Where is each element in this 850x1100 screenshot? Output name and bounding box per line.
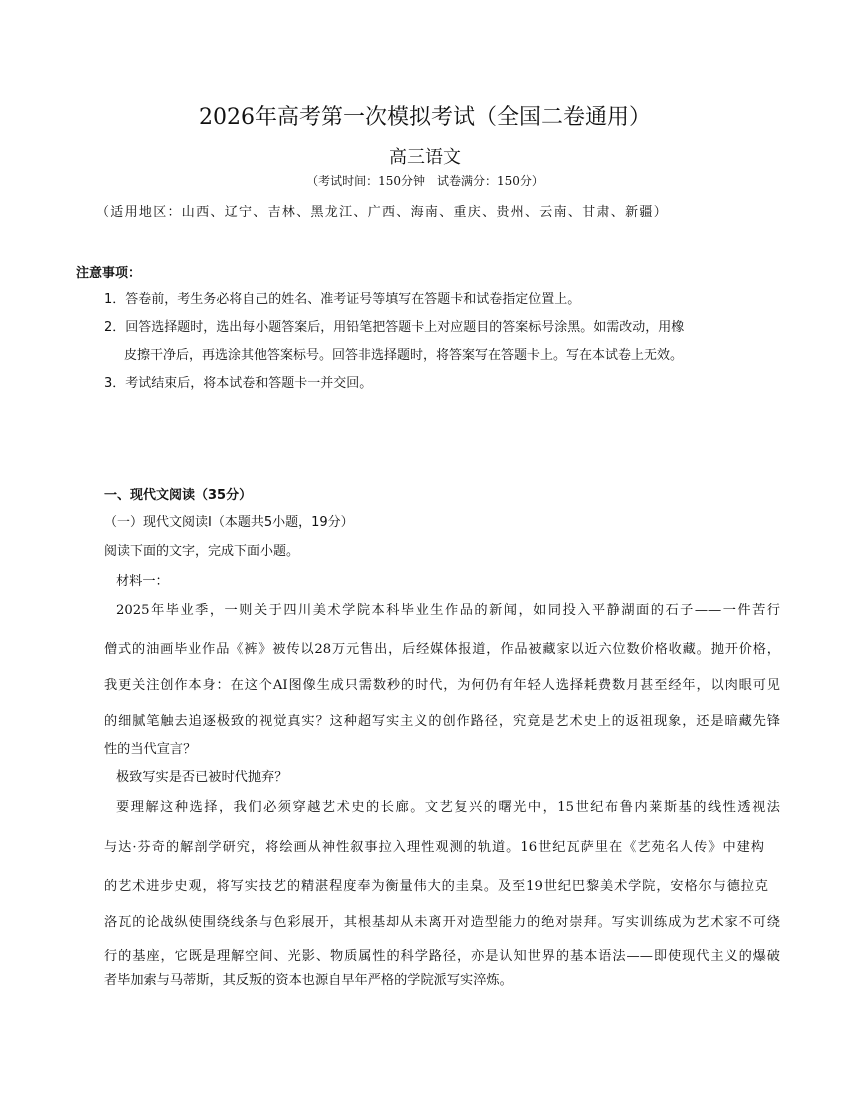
paragraph-line: 性的当代宣言？ bbox=[104, 742, 197, 757]
paragraph-line: 我更关注创作本身：在这个AI图像生成只需数秒的时代，为何仍有年轻人选择耗费数月甚至经年，以肉眼可见 bbox=[104, 678, 780, 693]
paragraph-line: 者毕加索与马蒂斯，其反叛的资本也源自早年严格的学院派写实淬炼。 bbox=[104, 973, 513, 988]
paragraph-line: 的细腻笔触去追逐极致的视觉真实？这种超写实主义的创作路径，究竟是艺术史上的返祖现象，还是暗藏先锋 bbox=[104, 714, 780, 729]
paragraph-line: 洛瓦的论战纵使围绕线条与色彩展开，其根基却从未离开对造型能力的绝对崇拜。写实训练成为艺术家不可绕 bbox=[104, 915, 780, 930]
notice-item: 3．考试结束后，将本试卷和答题卡一并交回。 bbox=[104, 376, 373, 391]
notice-item: 1．答卷前，考生务必将自己的姓名、准考证号等填写在答题卡和试卷指定位置上。 bbox=[104, 292, 581, 307]
instruction: 阅读下面的文字，完成下面小题。 bbox=[104, 544, 300, 559]
paragraph-line: 行的基座，它既是理解空间、光影、物质属性的科学路径，亦是认知世界的基本语法——即使现代主义的爆破 bbox=[104, 949, 780, 964]
section-title: 一、现代文阅读（35分） bbox=[104, 488, 253, 503]
notice-item: 皮擦干净后，再选涂其他答案标号。回答非选择题时，将答案写在答题卡上。写在本试卷上无效。 bbox=[124, 348, 684, 363]
subject-title: 高三语文 bbox=[389, 147, 461, 168]
exam-time-info: （考试时间：150分钟 试卷满分：150分） bbox=[306, 174, 544, 188]
notice-item: 2．回答选择题时，选出每小题答案后，用铅笔把答题卡上对应题目的答案标号涂黑。如需改动，用橡 bbox=[104, 320, 685, 335]
paragraph-line: 2025年毕业季，一则关于四川美术学院本科毕业生作品的新闻，如同投入平静湖面的石子——一件苦行 bbox=[116, 603, 780, 618]
paragraph-line: 与达·芬奇的解剖学研究，将绘画从神性叙事拉入理性观测的轨道。16世纪瓦萨里在《艺苑名人传》中建构 bbox=[104, 840, 764, 855]
notice-heading: 注意事项： bbox=[76, 266, 142, 281]
material-label: 材料一： bbox=[116, 574, 169, 589]
exam-title: 2026年高考第一次模拟考试（全国二卷通用） bbox=[199, 105, 651, 130]
paragraph-line: 极致写实是否已被时代抛弃？ bbox=[116, 770, 288, 785]
paragraph-line: 的艺术进步史观，将写实技艺的精湛程度奉为衡量伟大的圭臬。及至19世纪巴黎美术学院，安格尔与德拉克 bbox=[104, 879, 768, 894]
paragraph-line: 要理解这种选择，我们必须穿越艺术史的长廊。文艺复兴的曙光中，15世纪布鲁内莱斯基的线性透视法 bbox=[116, 800, 780, 815]
subsection-title: （一）现代文阅读Ⅰ（本题共5小题，19分） bbox=[104, 515, 354, 530]
paragraph-line: 僧式的油画毕业作品《裤》被传以28万元售出，后经媒体报道，作品被藏家以近六位数价格收藏。抛开价格， bbox=[104, 642, 780, 657]
applicable-regions: （适用地区：山西、辽宁、吉林、黑龙江、广西、海南、重庆、贵州、云南、甘肃、新疆） bbox=[96, 205, 669, 220]
